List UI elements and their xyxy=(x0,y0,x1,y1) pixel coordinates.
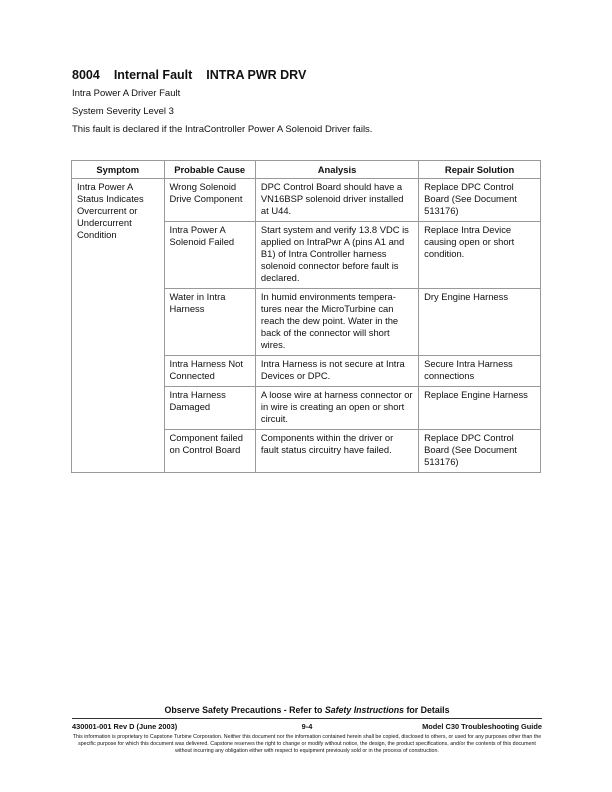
document-number: 430001-001 Rev D (June 2003) xyxy=(72,722,178,731)
safety-suffix: for Details xyxy=(404,705,450,715)
cause-cell: Water in Intra Harness xyxy=(164,289,255,356)
solution-cell: Replace Intra Device causing open or short condition. xyxy=(419,222,541,289)
cause-cell: Component failed on Control Board xyxy=(164,430,255,473)
fault-title: Internal Fault xyxy=(113,68,193,82)
analysis-cell: In humid environments tempera-tures near the MicroTurbine can reach the dew point. Water in the back of the connector will short wires. xyxy=(255,289,418,356)
fault-heading xyxy=(72,68,320,82)
fault-short-name: INTRA PWR DRV xyxy=(206,68,307,82)
fault-code: 8004 xyxy=(72,68,100,82)
safety-prefix: Observe Safety Precautions - Refer to xyxy=(164,705,325,715)
table-header-row xyxy=(72,161,541,179)
analysis-cell: A loose wire at harness connector or in wire is creating an open or short circuit. xyxy=(255,387,418,430)
header-probable-cause: Probable Cause xyxy=(164,161,255,179)
cause-cell: Intra Harness Damaged xyxy=(164,387,255,430)
cause-cell: Intra Power A Solenoid Failed xyxy=(164,222,255,289)
table-row xyxy=(72,179,541,222)
guide-title: Model C30 Troubleshooting Guide xyxy=(422,722,542,731)
fault-name-text: Intra Power A Driver Fault xyxy=(72,88,181,99)
analysis-cell: Components within the driver or fault status circuitry have failed. xyxy=(255,430,418,473)
page-number: 9-4 xyxy=(301,722,313,731)
header-symptom: Symptom xyxy=(72,161,165,179)
safety-notice xyxy=(72,705,542,715)
analysis-cell: DPC Control Board should have a VN16BSP solenoid driver installed at U44. xyxy=(255,179,418,222)
solution-cell: Dry Engine Harness xyxy=(419,289,541,356)
analysis-cell: Start system and verify 13.8 VDC is applied on IntraPwr A (pins A1 and B1) of Intra Controller harness solenoid connector before fault is declared. xyxy=(255,222,418,289)
header-repair-solution: Repair Solution xyxy=(419,161,541,179)
cause-cell: Intra Harness Not Connected xyxy=(164,356,255,387)
footer-divider xyxy=(72,718,542,719)
severity-text: System Severity Level 3 xyxy=(72,106,174,117)
solution-cell: Replace DPC Control Board (See Document 513176) xyxy=(419,179,541,222)
solution-cell: Secure Intra Harness connections xyxy=(419,356,541,387)
legal-notice: This information is proprietary to Capstone Turbine Corporation. Neither this document nor the information contained herein shall be copied, disclosed to others, or used for any purposes other than the specific purpose for which this document was delivered. Capstone reserves the right to change or modify without notice, the design, the product specifications, and/or the contents of this document without incurring any obligation either with respect to equipment previously sold or in the process of construction. xyxy=(72,734,542,754)
header-analysis: Analysis xyxy=(255,161,418,179)
troubleshooting-table xyxy=(71,160,541,473)
cause-cell: Wrong Solenoid Drive Component xyxy=(164,179,255,222)
solution-cell: Replace Engine Harness xyxy=(419,387,541,430)
symptom-cell: Intra Power A Status Indicates Overcurrent or Undercurrent Condition xyxy=(72,179,165,473)
safety-instructions-reference: Safety Instructions xyxy=(324,705,405,715)
analysis-cell: Intra Harness is not secure at Intra Devices or DPC. xyxy=(255,356,418,387)
declared-text: This fault is declared if the IntraController Power A Solenoid Driver fails. xyxy=(72,124,373,135)
solution-cell: Replace DPC Control Board (See Document 513176) xyxy=(419,430,541,473)
